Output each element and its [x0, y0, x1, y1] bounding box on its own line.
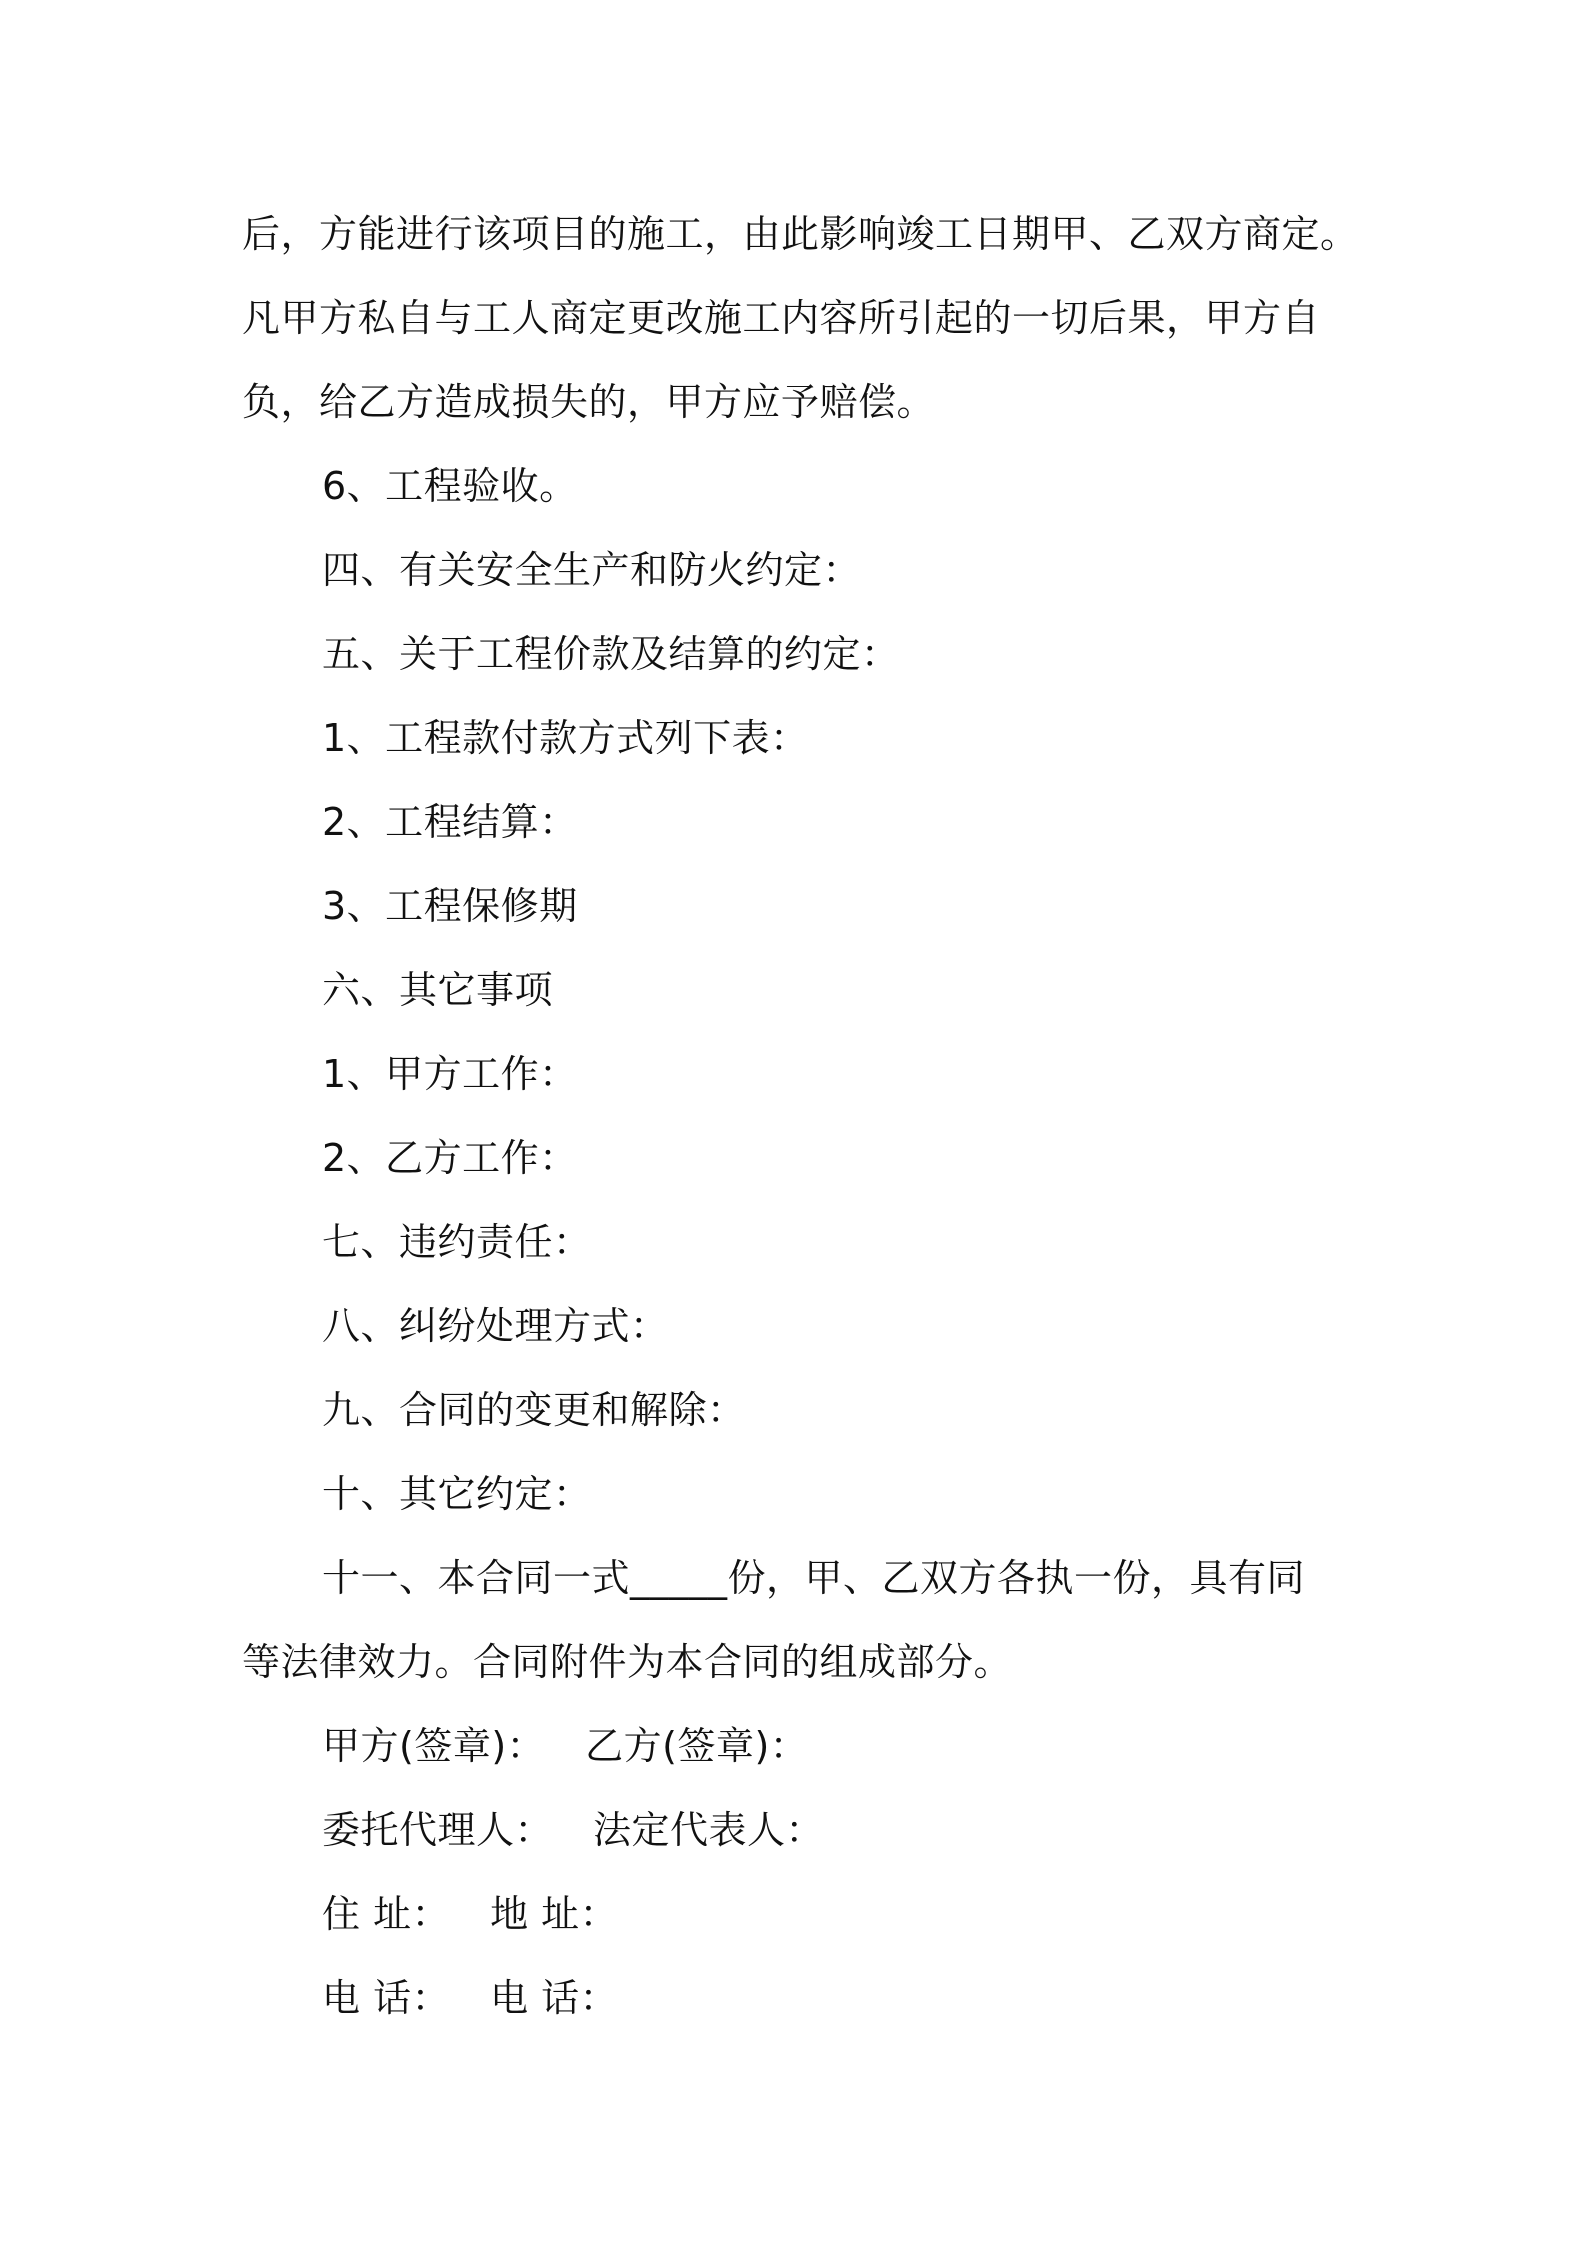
party-a-seal-label: 甲方(签章)：: [322, 1724, 546, 1768]
signature-phone-row: [242, 1956, 1352, 2040]
signature-address-row: [242, 1872, 1352, 1956]
section-dispute: 八、纠纷处理方式：: [322, 1304, 669, 1348]
section-liability: 七、违约责任：: [322, 1220, 592, 1264]
address-a-label: 住 址：: [322, 1892, 451, 1936]
section-other-terms: 十、其它约定：: [322, 1472, 592, 1516]
paragraph-line: 凡甲方私自与工人商定更改施工内容所引起的一切后果，甲方自: [242, 296, 1321, 340]
signature-seal-row: [242, 1704, 1352, 1788]
clause-acceptance: 6、工程验收。: [322, 464, 578, 508]
clause-party-a-work: 1、甲方工作：: [322, 1052, 578, 1096]
address-b-label: 地 址：: [490, 1892, 619, 1936]
paragraph-line: 后，方能进行该项目的施工，由此影响竣工日期甲、乙双方商定。: [242, 212, 1359, 256]
clause-payment-method: 1、工程款付款方式列下表：: [322, 716, 809, 760]
section-safety: 四、有关安全生产和防火约定：: [322, 548, 862, 592]
document-body: [242, 192, 1359, 2040]
phone-b-label: 电 话：: [490, 1976, 619, 2020]
clause-settlement: 2、工程结算：: [322, 800, 578, 844]
phone-a-label: 电 话：: [322, 1976, 451, 2020]
signature-agent-row: [242, 1788, 1352, 1872]
section-payment: 五、关于工程价款及结算的约定：: [322, 632, 900, 676]
legal-rep-label: 法定代表人：: [593, 1808, 825, 1852]
section-copies: 十一、本合同一式_____份，甲、乙双方各执一份，具有同: [322, 1556, 1306, 1600]
party-b-seal-label: 乙方(签章)：: [585, 1724, 809, 1768]
clause-party-b-work: 2、乙方工作：: [322, 1136, 578, 1180]
clause-warranty: 3、工程保修期: [322, 884, 578, 928]
paragraph-line: 等法律效力。合同附件为本合同的组成部分。: [242, 1640, 1013, 1684]
section-amendment: 九、合同的变更和解除：: [322, 1388, 746, 1432]
agent-label: 委托代理人：: [322, 1808, 554, 1852]
section-other-matters: 六、其它事项: [322, 968, 554, 1012]
paragraph-line: 负，给乙方造成损失的，甲方应予赔偿。: [242, 380, 936, 424]
